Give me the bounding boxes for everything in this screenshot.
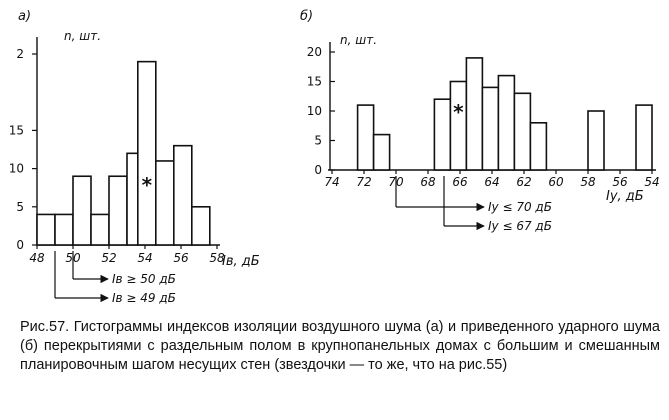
bar-a-3 <box>91 214 109 245</box>
panel-a-x-ticks <box>29 245 225 265</box>
panel-b-ylabel: n, шт. <box>340 33 378 47</box>
x-tick-label-a-0: 48 <box>29 251 45 265</box>
panel-b-y-ticks <box>307 45 335 177</box>
bar-a-0 <box>37 214 55 245</box>
panel-b-star-marker: * <box>453 100 464 124</box>
y-tick-label-a-3: 15 <box>8 123 24 138</box>
x-tick-label-a-1: 50 <box>65 251 81 265</box>
panel-a-label: а) <box>18 9 32 24</box>
threshold-label-b-1: Iу ≤ 70 дБ <box>488 200 552 214</box>
bar-b-0 <box>358 105 374 170</box>
figure-caption: Рис.57. Гистограммы индексов изоляции воздушного шума (а) и приведенного ударного шума (б) перекрытиями с раздельным полом в крупнопанельных домах с большим и смешанным планировочным шагом несущих стен (звездочки — то же, что на рис.55) <box>20 319 660 373</box>
bar-b-4 <box>466 58 482 170</box>
panel-a-ylabel: n, шт. <box>64 29 102 43</box>
bar-a-9 <box>192 207 210 245</box>
bar-a-8 <box>174 146 192 245</box>
x-tick-label-b-6: 62 <box>516 175 532 189</box>
x-tick-label-a-3: 54 <box>137 251 153 265</box>
panel-a-bars <box>37 62 210 245</box>
bar-b-5 <box>482 87 498 170</box>
y-tick-label-b-2: 10 <box>306 104 322 118</box>
y-tick-label-a-0: 0 <box>16 238 24 252</box>
panel-b-bars <box>358 58 652 170</box>
bar-b-3 <box>450 82 466 171</box>
y-tick-label-b-4: 20 <box>306 45 322 59</box>
x-tick-label-b-4: 66 <box>452 175 468 189</box>
threshold-label-a-1: Iв ≥ 50 дБ <box>112 272 176 286</box>
bar-b-1 <box>374 135 390 170</box>
bar-a-4 <box>109 176 127 245</box>
x-tick-label-b-5: 64 <box>484 175 500 189</box>
threshold-label-a-0: Iв ≥ 49 дБ <box>112 291 176 305</box>
panel-b-label: б) <box>300 9 314 24</box>
histogram-b <box>300 9 660 233</box>
bar-b-7 <box>514 93 530 170</box>
y-tick-label-b-0: 0 <box>314 163 322 177</box>
y-tick-label-a-4: 2 <box>16 47 24 61</box>
bar-a-6 <box>138 62 156 245</box>
x-tick-label-b-10: 54 <box>644 175 660 189</box>
x-tick-label-b-8: 58 <box>580 175 596 189</box>
bar-b-9 <box>588 111 604 170</box>
x-tick-label-b-9: 56 <box>612 175 628 189</box>
histogram-a <box>9 9 260 305</box>
x-tick-label-b-1: 72 <box>356 175 372 189</box>
x-tick-label-a-5: 58 <box>209 251 225 265</box>
y-tick-label-b-1: 5 <box>314 133 322 148</box>
bar-b-6 <box>498 76 514 170</box>
y-tick-label-a-1: 5 <box>16 199 24 214</box>
y-tick-label-a-2: 10 <box>8 161 24 176</box>
x-tick-label-b-0: 74 <box>324 175 340 189</box>
panel-b-xlabel: Iу, дБ <box>606 189 644 204</box>
x-tick-label-b-7: 60 <box>548 175 564 189</box>
panel-b-x-ticks <box>324 170 659 189</box>
panel-a-star-marker: * <box>141 172 153 197</box>
y-tick-label-b-3: 15 <box>306 74 322 89</box>
bar-a-2 <box>73 176 91 245</box>
x-tick-label-b-3: 68 <box>420 175 436 189</box>
bar-a-1 <box>55 214 73 245</box>
bar-b-10 <box>636 105 652 170</box>
x-tick-label-b-2: 70 <box>388 175 404 189</box>
threshold-label-b-0: Iу ≤ 67 дБ <box>488 219 552 233</box>
panel-a-xlabel: Iв, дБ <box>222 254 260 269</box>
x-tick-label-a-4: 56 <box>173 251 189 265</box>
bar-b-8 <box>530 123 546 170</box>
x-tick-label-a-2: 52 <box>101 251 117 265</box>
panel-a-y-ticks <box>9 47 37 252</box>
bar-b-2 <box>434 99 450 170</box>
bar-a-7 <box>156 161 174 245</box>
bar-a-5 <box>127 153 138 245</box>
